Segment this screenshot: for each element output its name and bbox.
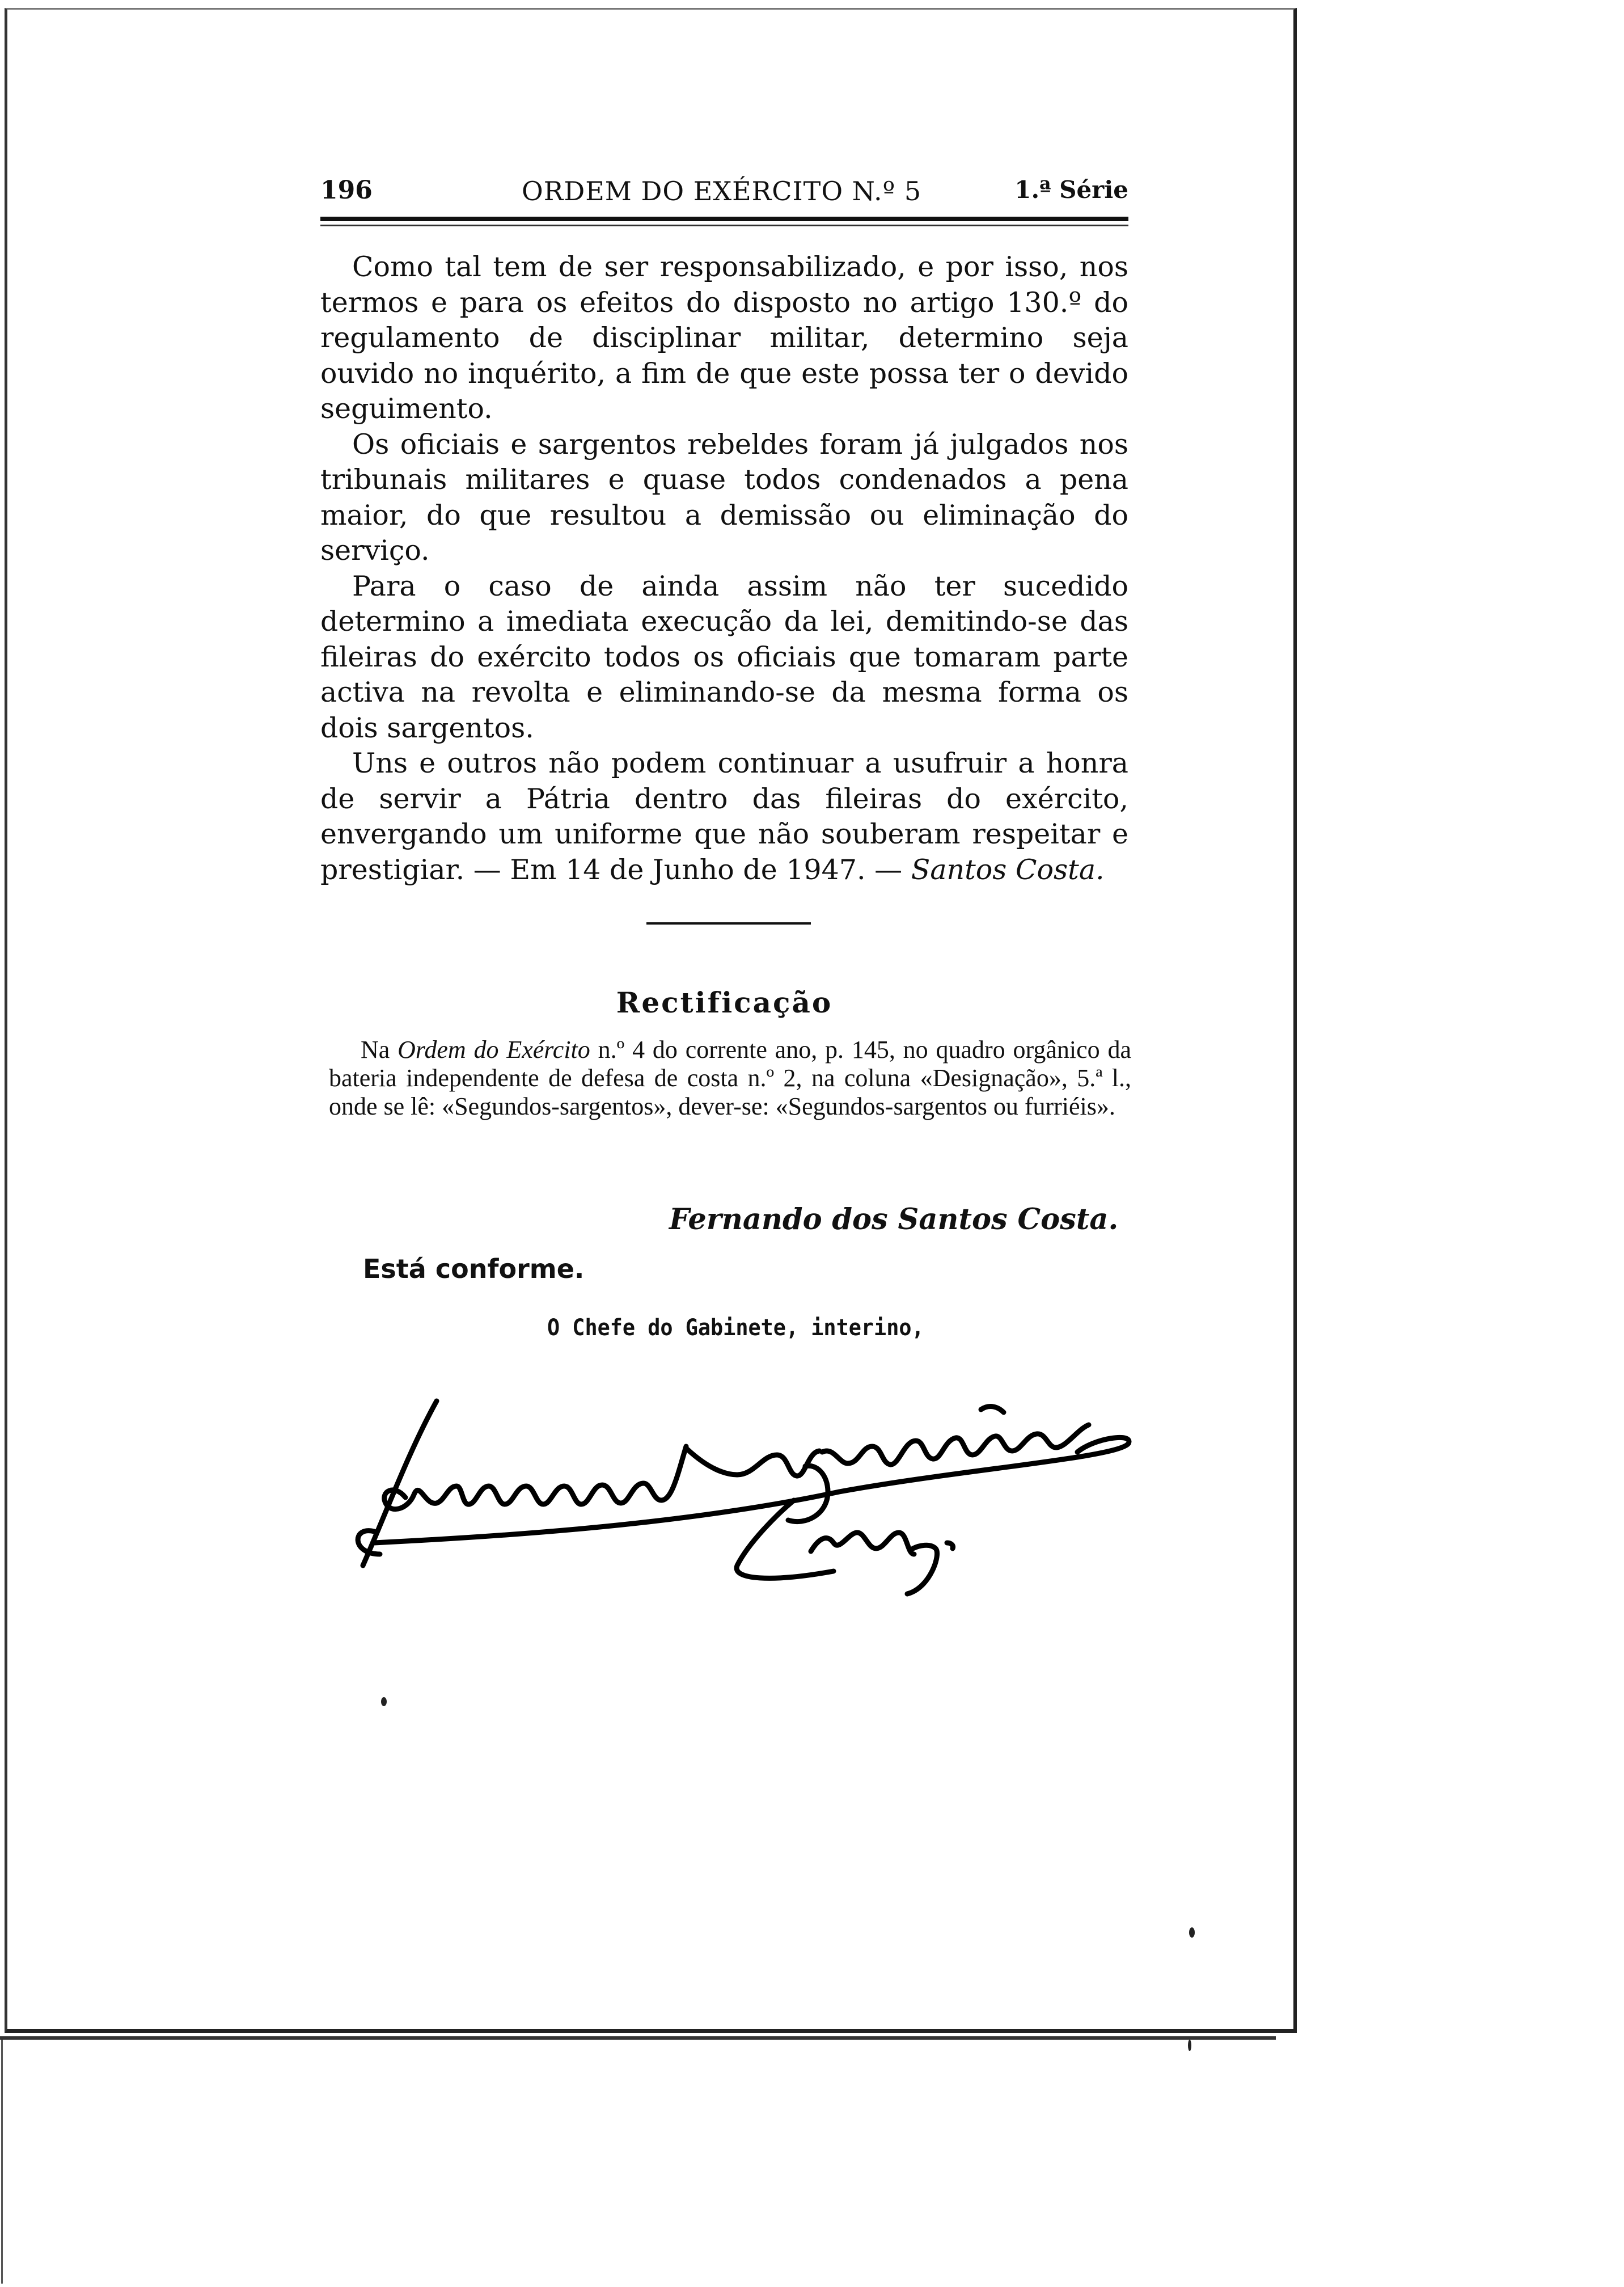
header-rule-thick — [320, 217, 1128, 221]
rect-text-start: Na — [361, 1036, 390, 1064]
body-paragraph: Como tal tem de ser responsabilizado, e por isso, nos termos e para os efeitos do disposto no artigo 130.º do regulamento de disciplinar militar, determino seja ouvido no inquérito, a fim de que este possa ter o devido seguimento. — [320, 251, 1128, 425]
body-paragraph: Os oficiais e sargentos rebeldes foram já julgados nos tribunais militares e quase todos condenados a pena maior, do que resultou a demissão ou eliminação do serviço. — [320, 428, 1128, 567]
page-speck — [1189, 1927, 1195, 1938]
conforme-statement: Está conforme. — [363, 1254, 585, 1284]
rect-text-rest: n.º 4 do corrente ano, p. 145, no quadro orgânico da bateria independente de defesa de costa n.º 2, na coluna «Designação», 5.ª l., onde se lê: «Segundos-sargentos», dever-se: «Segundos-sargentos ou furriéis». — [329, 1036, 1132, 1120]
body-text — [320, 250, 1128, 888]
signer-name: Fernando dos Santos Costa. — [669, 1202, 1119, 1237]
page-header — [320, 170, 1128, 210]
header-rule-thin — [320, 225, 1128, 226]
body-paragraph: Para o caso de ainda assim não ter sucedido determino a imediata execução da lei, demitindo-se das fileiras do exército todos os oficiais que tomaram parte activa na revolta e eliminando-se da mesma forma os dois sargentos. — [320, 569, 1128, 744]
series-label: 1.ª Série — [1014, 176, 1128, 204]
section-separator — [646, 922, 811, 925]
page-number: 196 — [320, 176, 373, 205]
page-speck — [381, 1697, 387, 1706]
body-paragraph-final — [320, 746, 1128, 888]
handwritten-signature — [340, 1384, 1151, 1600]
page-side-edge — [1, 2040, 3, 2284]
rectificacao-text — [329, 1036, 1131, 1121]
inline-signature: Santos Costa. — [911, 853, 1105, 886]
publication-title: ORDEM DO EXÉRCITO N.º 5 — [522, 176, 922, 206]
page-bottom-edge — [0, 2036, 1276, 2040]
chefe-title: O Chefe do Gabinete, interino, — [547, 1315, 924, 1341]
rect-text-italic: Ordem do Exército — [397, 1036, 590, 1064]
final-paragraph-text: Uns e outros não podem continuar a usufruir a honra de servir a Pátria dentro das fileiras do exército, envergando um uniforme que não souberam respeitar e prestigiar. — Em 14 de Junho de 1947. — — [320, 747, 1128, 886]
page-speck — [1188, 2040, 1191, 2051]
rectificacao-heading: Rectificação — [616, 986, 833, 1019]
